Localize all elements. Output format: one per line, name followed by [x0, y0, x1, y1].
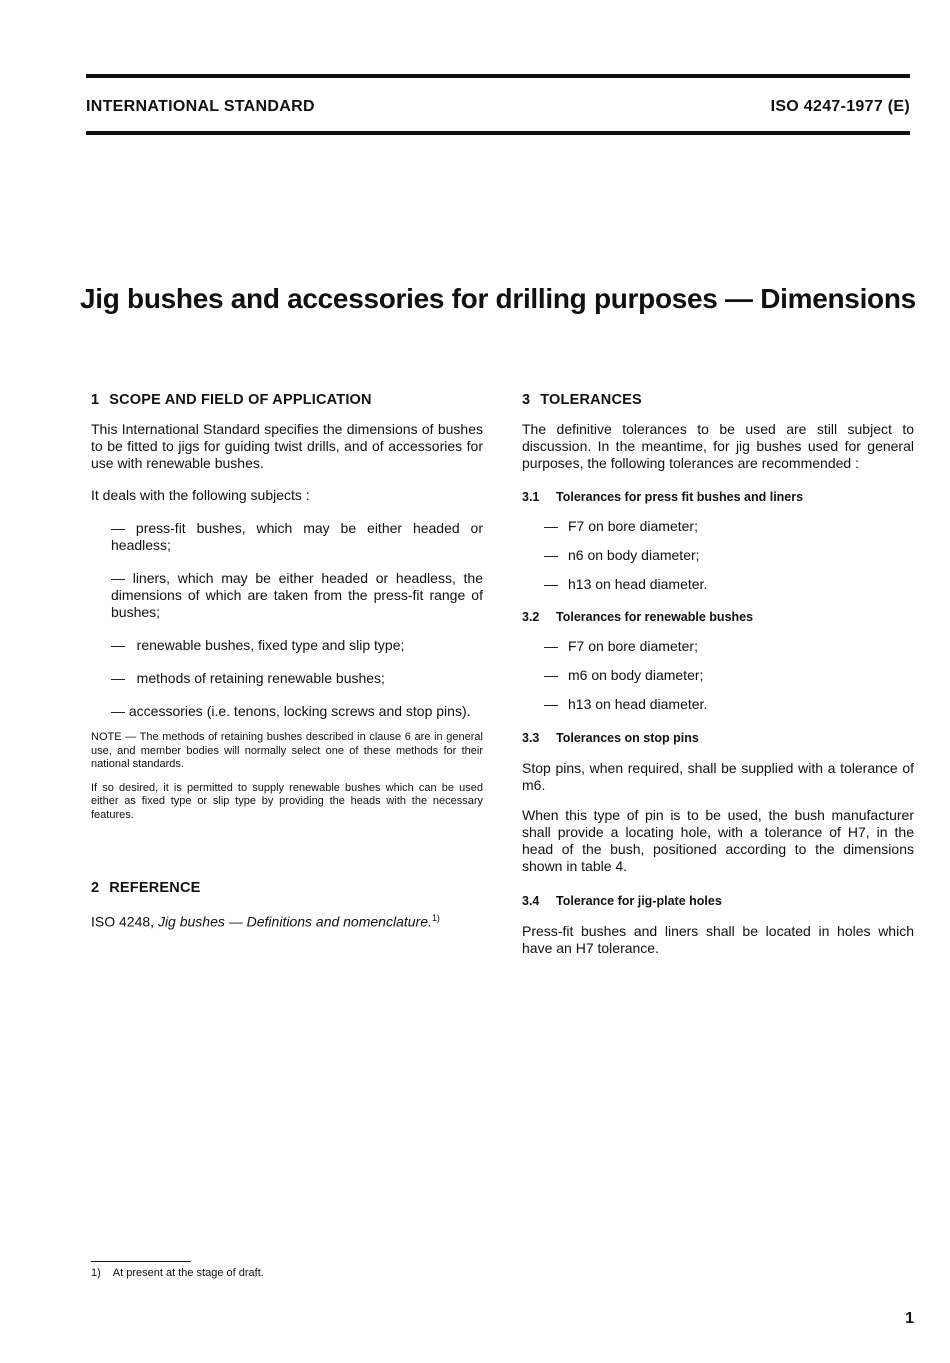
list-item-text: h13 on head diameter. — [568, 696, 708, 712]
dash-glyph: — — [544, 696, 558, 712]
locating-hole-paragraph: When this type of pin is to be used, the bush manufacturer shall provide a locating hole, with a tolerance of H7, in the head of the bush, positioned according to the dimensions shown in table 4. — [522, 807, 914, 874]
subsection-3-4-heading — [522, 893, 914, 910]
list-item — [91, 670, 483, 687]
subsection-3-2-heading — [522, 609, 914, 626]
header-bottom-rule — [86, 131, 910, 135]
header-top-rule — [86, 74, 910, 78]
dash-glyph: — — [111, 520, 125, 536]
list-item-text: renewable bushes, fixed type and slip type; — [136, 637, 405, 653]
list-item — [91, 520, 483, 554]
list-item — [522, 638, 914, 655]
subsection-number: 3.4 — [522, 894, 540, 908]
reference-number: ISO 4248, — [91, 913, 155, 930]
subsection-3-3-heading — [522, 730, 914, 747]
subsection-number: 3.2 — [522, 610, 540, 624]
section-2-heading — [91, 880, 483, 897]
section-title: SCOPE AND FIELD OF APPLICATION — [109, 392, 372, 408]
footnote-marker: 1) — [91, 1267, 101, 1279]
footnote-rule — [91, 1261, 191, 1262]
dash-glyph: — — [544, 667, 558, 683]
list-item-text: liners, which may be either headed or headless, the dimensions of which are taken from the press-fit range of bushes; — [111, 570, 484, 620]
scope-paragraph: This International Standard specifies the dimensions of bushes to be fitted to jigs for guiding twist drills, and of accessories for use with renewable bushes. — [91, 421, 483, 471]
subsection-title: Tolerances for renewable bushes — [556, 610, 754, 624]
subsection-title: Tolerances for press fit bushes and liners — [556, 490, 804, 504]
header-standard-label: INTERNATIONAL STANDARD — [86, 98, 315, 115]
right-column — [522, 392, 914, 957]
list-item — [522, 518, 914, 535]
list-item — [91, 637, 483, 654]
dash-glyph: — — [544, 638, 558, 654]
list-item-text: press-fit bushes, which may be either headed or headless; — [111, 520, 484, 553]
subsection-number: 3.3 — [522, 731, 540, 745]
subsection-number: 3.1 — [522, 490, 540, 504]
dash-glyph: — — [111, 703, 125, 719]
list-item-text: m6 on body diameter; — [568, 667, 704, 683]
subsection-title: Tolerance for jig-plate holes — [556, 894, 722, 908]
subjects-intro: It deals with the following subjects : — [91, 487, 310, 503]
footnote-marker: 1) — [431, 913, 440, 923]
section-number: 3 — [522, 392, 531, 408]
reference-title: Jig bushes — Definitions and nomenclature. — [157, 913, 432, 930]
dash-glyph: — — [111, 670, 125, 686]
list-item-text: h13 on head diameter. — [568, 576, 708, 592]
section-3-heading — [522, 392, 914, 409]
list-item — [91, 703, 483, 720]
section-number: 2 — [91, 880, 100, 896]
list-item-text: n6 on body diameter; — [568, 547, 700, 563]
list-item — [91, 570, 483, 621]
section-title: TOLERANCES — [540, 392, 642, 408]
dash-glyph: — — [111, 637, 125, 653]
dash-glyph: — — [544, 547, 558, 563]
stop-pin-paragraph: Stop pins, when required, shall be supplied with a tolerance of m6. — [522, 760, 914, 793]
tolerances-intro: The definitive tolerances to be used are still subject to discussion. In the meantime, for jig bushes used for general purposes, the following tolerances are recommended : — [522, 421, 914, 471]
list-item-text: F7 on bore diameter; — [568, 518, 698, 534]
dash-glyph: — — [544, 576, 558, 592]
dash-glyph: — — [544, 518, 558, 534]
jig-plate-paragraph: Press-fit bushes and liners shall be located in holes which have an H7 tolerance. — [522, 923, 914, 956]
list-item-text: F7 on bore diameter; — [568, 638, 698, 654]
section-title: REFERENCE — [109, 880, 201, 896]
list-item — [522, 576, 914, 593]
note-paragraph: NOTE — The methods of retaining bushes described in clause 6 are in general use, and member bodies will normally select one of these methods for their national standards. — [91, 731, 483, 770]
reference-entry — [91, 910, 483, 931]
list-item — [522, 696, 914, 713]
list-item — [522, 547, 914, 564]
list-item-text: accessories (i.e. tenons, locking screws and stop pins). — [128, 703, 471, 719]
left-column — [91, 392, 483, 931]
header-standard-number: ISO 4247-1977 (E) — [770, 98, 910, 115]
list-item-text: methods of retaining renewable bushes; — [136, 670, 385, 686]
subsection-title: Tolerances on stop pins — [556, 731, 699, 745]
list-item — [522, 667, 914, 684]
subsection-3-1-heading — [522, 489, 914, 506]
page-number: 1 — [905, 1310, 914, 1327]
document-title: Jig bushes and accessories for drilling purposes — Dimensions — [80, 283, 916, 314]
dash-glyph: — — [111, 570, 125, 586]
section-1-heading — [91, 392, 483, 409]
footnote-text: At present at the stage of draft. — [112, 1267, 264, 1279]
renewable-bush-paragraph: If so desired, it is permitted to supply renewable bushes which can be used either as fixed type or slip type by providing the heads with the necessary features. — [91, 781, 483, 821]
section-number: 1 — [91, 392, 100, 408]
footnote — [91, 1267, 264, 1279]
